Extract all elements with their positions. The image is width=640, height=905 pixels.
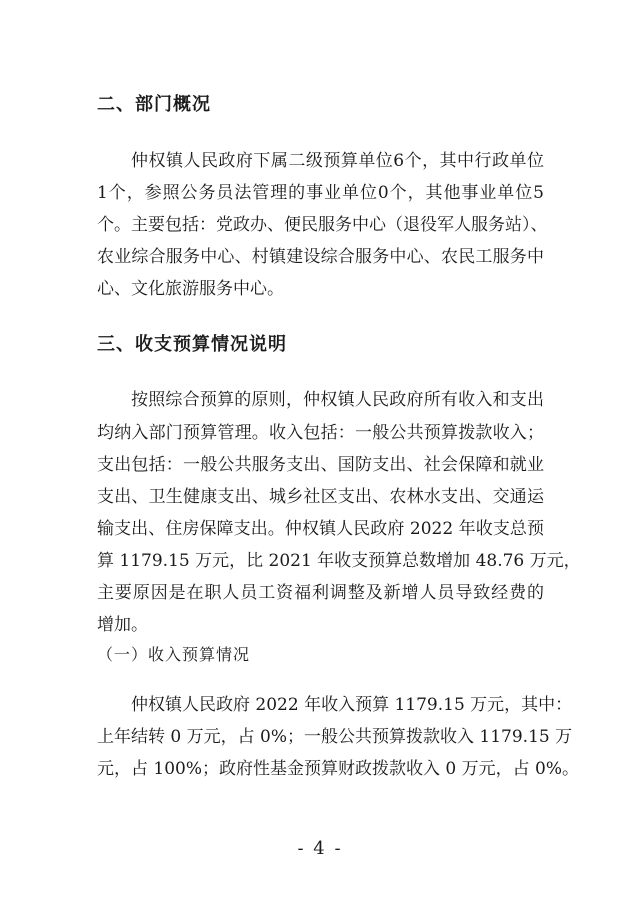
section-heading-department-overview: 二、部门概况	[97, 94, 211, 115]
page-number: - 4 -	[297, 838, 343, 859]
paragraph-line: 输支出、住房保障支出。仲权镇人民政府 2022 年收支总预	[97, 519, 544, 539]
paragraph-line: 增加。	[97, 615, 148, 635]
paragraph-line: 主要原因是在职人员工资福利调整及新增人员导致经费的	[97, 583, 544, 603]
subsection-heading-income-budget: （一）收入预算情况	[97, 645, 251, 664]
paragraph-line: 上年结转 0 万元，占 0%；一般公共预算拨款收入 1179.15 万	[97, 727, 573, 747]
paragraph-line: 1个，参照公务员法管理的事业单位0个，其他事业单位5	[97, 183, 544, 203]
paragraph-line: 心、文化旅游服务中心。	[97, 279, 284, 299]
section-heading-budget-explanation: 三、收支预算情况说明	[97, 334, 287, 355]
paragraph-line: 农业综合服务中心、村镇建设综合服务中心、农民工服务中	[97, 247, 544, 267]
paragraph-line: 算 1179.15 万元，比 2021 年收支预算总数增加 48.76 万元，	[97, 551, 581, 571]
paragraph-line: 均纳入部门预算管理。收入包括：一般公共预算拨款收入；	[97, 423, 544, 443]
paragraph-line: 仲权镇人民政府 2022 年收入预算 1179.15 万元，其中：	[131, 695, 573, 715]
paragraph-line: 支出包括：一般公共服务支出、国防支出、社会保障和就业	[97, 455, 544, 475]
paragraph-line: 个。主要包括：党政办、便民服务中心（退役军人服务站）、	[97, 215, 548, 235]
paragraph-line: 按照综合预算的原则，仲权镇人民政府所有收入和支出	[131, 390, 544, 410]
paragraph-line: 元，占 100%；政府性基金预算财政拨款收入 0 万元，占 0%。	[97, 759, 580, 779]
paragraph-line: 仲权镇人民政府下属二级预算单位6个，其中行政单位	[131, 151, 544, 171]
paragraph-line: 支出、卫生健康支出、城乡社区支出、农林水支出、交通运	[97, 487, 544, 507]
